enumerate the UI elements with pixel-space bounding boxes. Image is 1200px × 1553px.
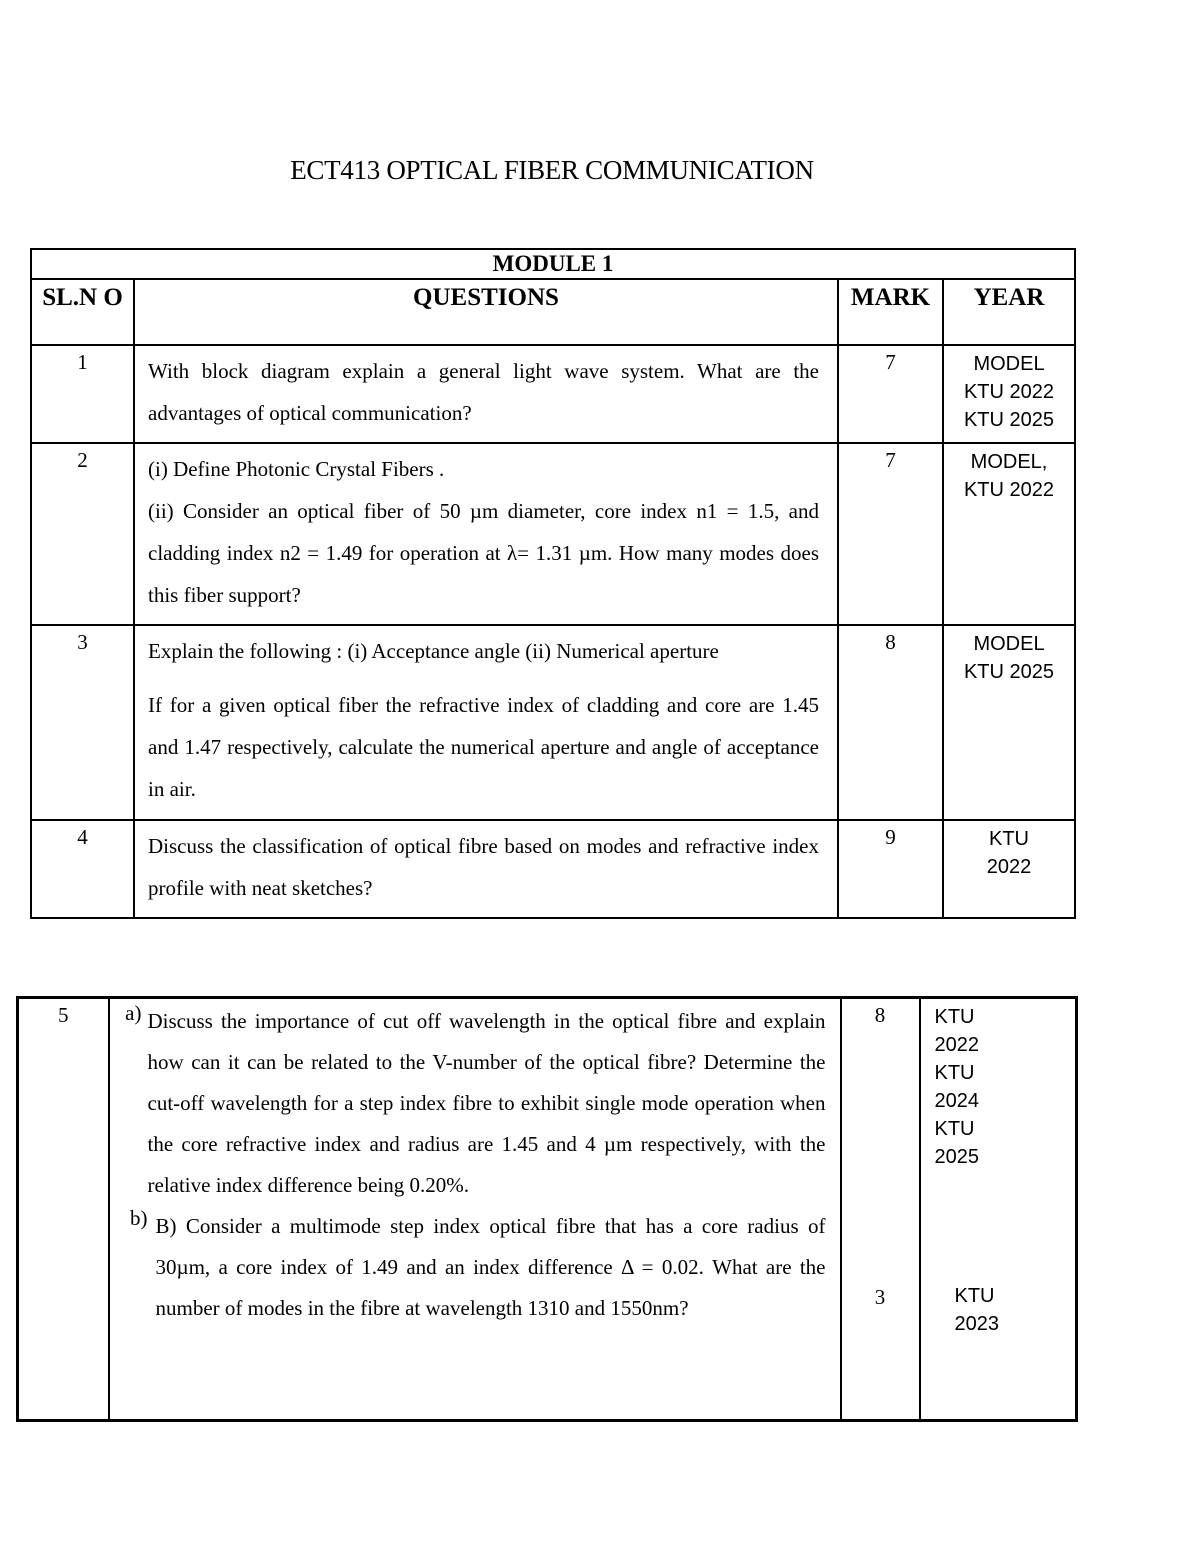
- year-entry: 2025: [934, 1146, 979, 1168]
- row-mark: 9: [838, 820, 943, 918]
- year-entry: KTU: [989, 828, 1029, 850]
- table-row: [31, 345, 1075, 443]
- sub-question-a: [110, 1001, 826, 1206]
- year-entry: KTU: [934, 1118, 975, 1140]
- question-text: If for a given optical fiber the refractive index of cladding and core are 1.45 and 1.47 respectively, calculate the numerical aperture and angle of acceptance in air.: [148, 693, 819, 801]
- year-entry: KTU: [934, 1006, 975, 1028]
- row-sl-no: 3: [31, 625, 134, 820]
- question-text: (ii) Consider an optical fiber of 50 µm diameter, core index n1 = 1.5, and cladding index n2 = 1.49 for operation at λ= 1.31 µm. How many modes does this fiber support?: [148, 499, 819, 607]
- question-text: Discuss the classification of optical fibre based on modes and refractive index profile with neat sketches?: [148, 834, 819, 900]
- row-question: [134, 820, 838, 918]
- mark-a: 8: [874, 1003, 886, 1027]
- year-entry: 2022: [934, 1034, 979, 1056]
- question-text: Explain the following : (i) Acceptance angle (ii) Numerical aperture: [148, 639, 719, 663]
- year-entry: KTU: [954, 1285, 995, 1307]
- row-mark: [841, 998, 920, 1421]
- year-entry: 2024: [934, 1090, 979, 1112]
- year-group-b: [955, 1282, 1000, 1338]
- row-mark: 7: [838, 345, 943, 443]
- row-year: [943, 820, 1075, 918]
- year-entry: 2023: [954, 1313, 999, 1335]
- year-entry: MODEL: [973, 353, 1045, 375]
- header-year: YEAR: [943, 279, 1075, 345]
- table-row: [31, 625, 1075, 820]
- sub-question-label: b): [130, 1206, 148, 1230]
- year-entry: 2022: [986, 856, 1032, 878]
- table-row: [31, 443, 1075, 625]
- sub-question-label: a): [125, 1001, 142, 1025]
- year-entry: KTU 2022: [963, 479, 1055, 501]
- row-question: [109, 998, 841, 1421]
- row-year: [943, 625, 1075, 820]
- row-year: [943, 443, 1075, 625]
- table-row: [31, 820, 1075, 918]
- document-title: ECT413 OPTICAL FIBER COMMUNICATION: [290, 155, 814, 185]
- row-year: [920, 998, 1077, 1421]
- row-sl-no: 4: [31, 820, 134, 918]
- row-mark: 8: [838, 625, 943, 820]
- year-entry: KTU: [934, 1062, 975, 1084]
- sub-question-text: B) Consider a multimode step index optical fibre that has a core radius of 30µm, a core index of 1.49 and an index difference Δ = 0.02. What are the number of modes in the fibre at wavelength 1310 and 1550nm?: [155, 1214, 826, 1320]
- row-year: [943, 345, 1075, 443]
- row-sl-no: 1: [31, 345, 134, 443]
- sub-question-b: [116, 1206, 826, 1329]
- mark-b: 3: [874, 1285, 886, 1309]
- row-mark: 7: [838, 443, 943, 625]
- year-entry: KTU 2025: [963, 661, 1055, 683]
- sub-question-text: Discuss the importance of cut off wavelength in the optical fibre and explain how can it can be related to the V-number of the optical fibre? Determine the cut-off wavelength for a step index fibre to exhibit single mode operation when the core refractive index and radius are 1.45 and 4 µm respectively, with the relative index difference being 0.20%.: [147, 1009, 826, 1197]
- row-sl-no: 2: [31, 443, 134, 625]
- year-entry: KTU 2022: [963, 381, 1055, 403]
- year-entry: KTU 2025: [963, 409, 1055, 431]
- year-entry: MODEL,: [970, 451, 1048, 473]
- header-mark: MARK: [838, 279, 943, 345]
- table-row: [18, 998, 1077, 1421]
- header-sl-no: SL.N O: [31, 279, 134, 345]
- row-question: [134, 625, 838, 820]
- year-entry: MODEL: [973, 633, 1045, 655]
- questions-table-module-1: [30, 248, 1076, 919]
- module-heading: MODULE 1: [31, 249, 1075, 279]
- question-text: With block diagram explain a general light wave system. What are the advantages of optical communication?: [148, 359, 819, 425]
- header-questions: QUESTIONS: [134, 279, 838, 345]
- row-sl-no: 5: [18, 998, 109, 1421]
- questions-table-continued: [16, 996, 1078, 1422]
- row-question: [134, 443, 838, 625]
- question-text: (i) Define Photonic Crystal Fibers .: [148, 457, 445, 481]
- row-question: [134, 345, 838, 443]
